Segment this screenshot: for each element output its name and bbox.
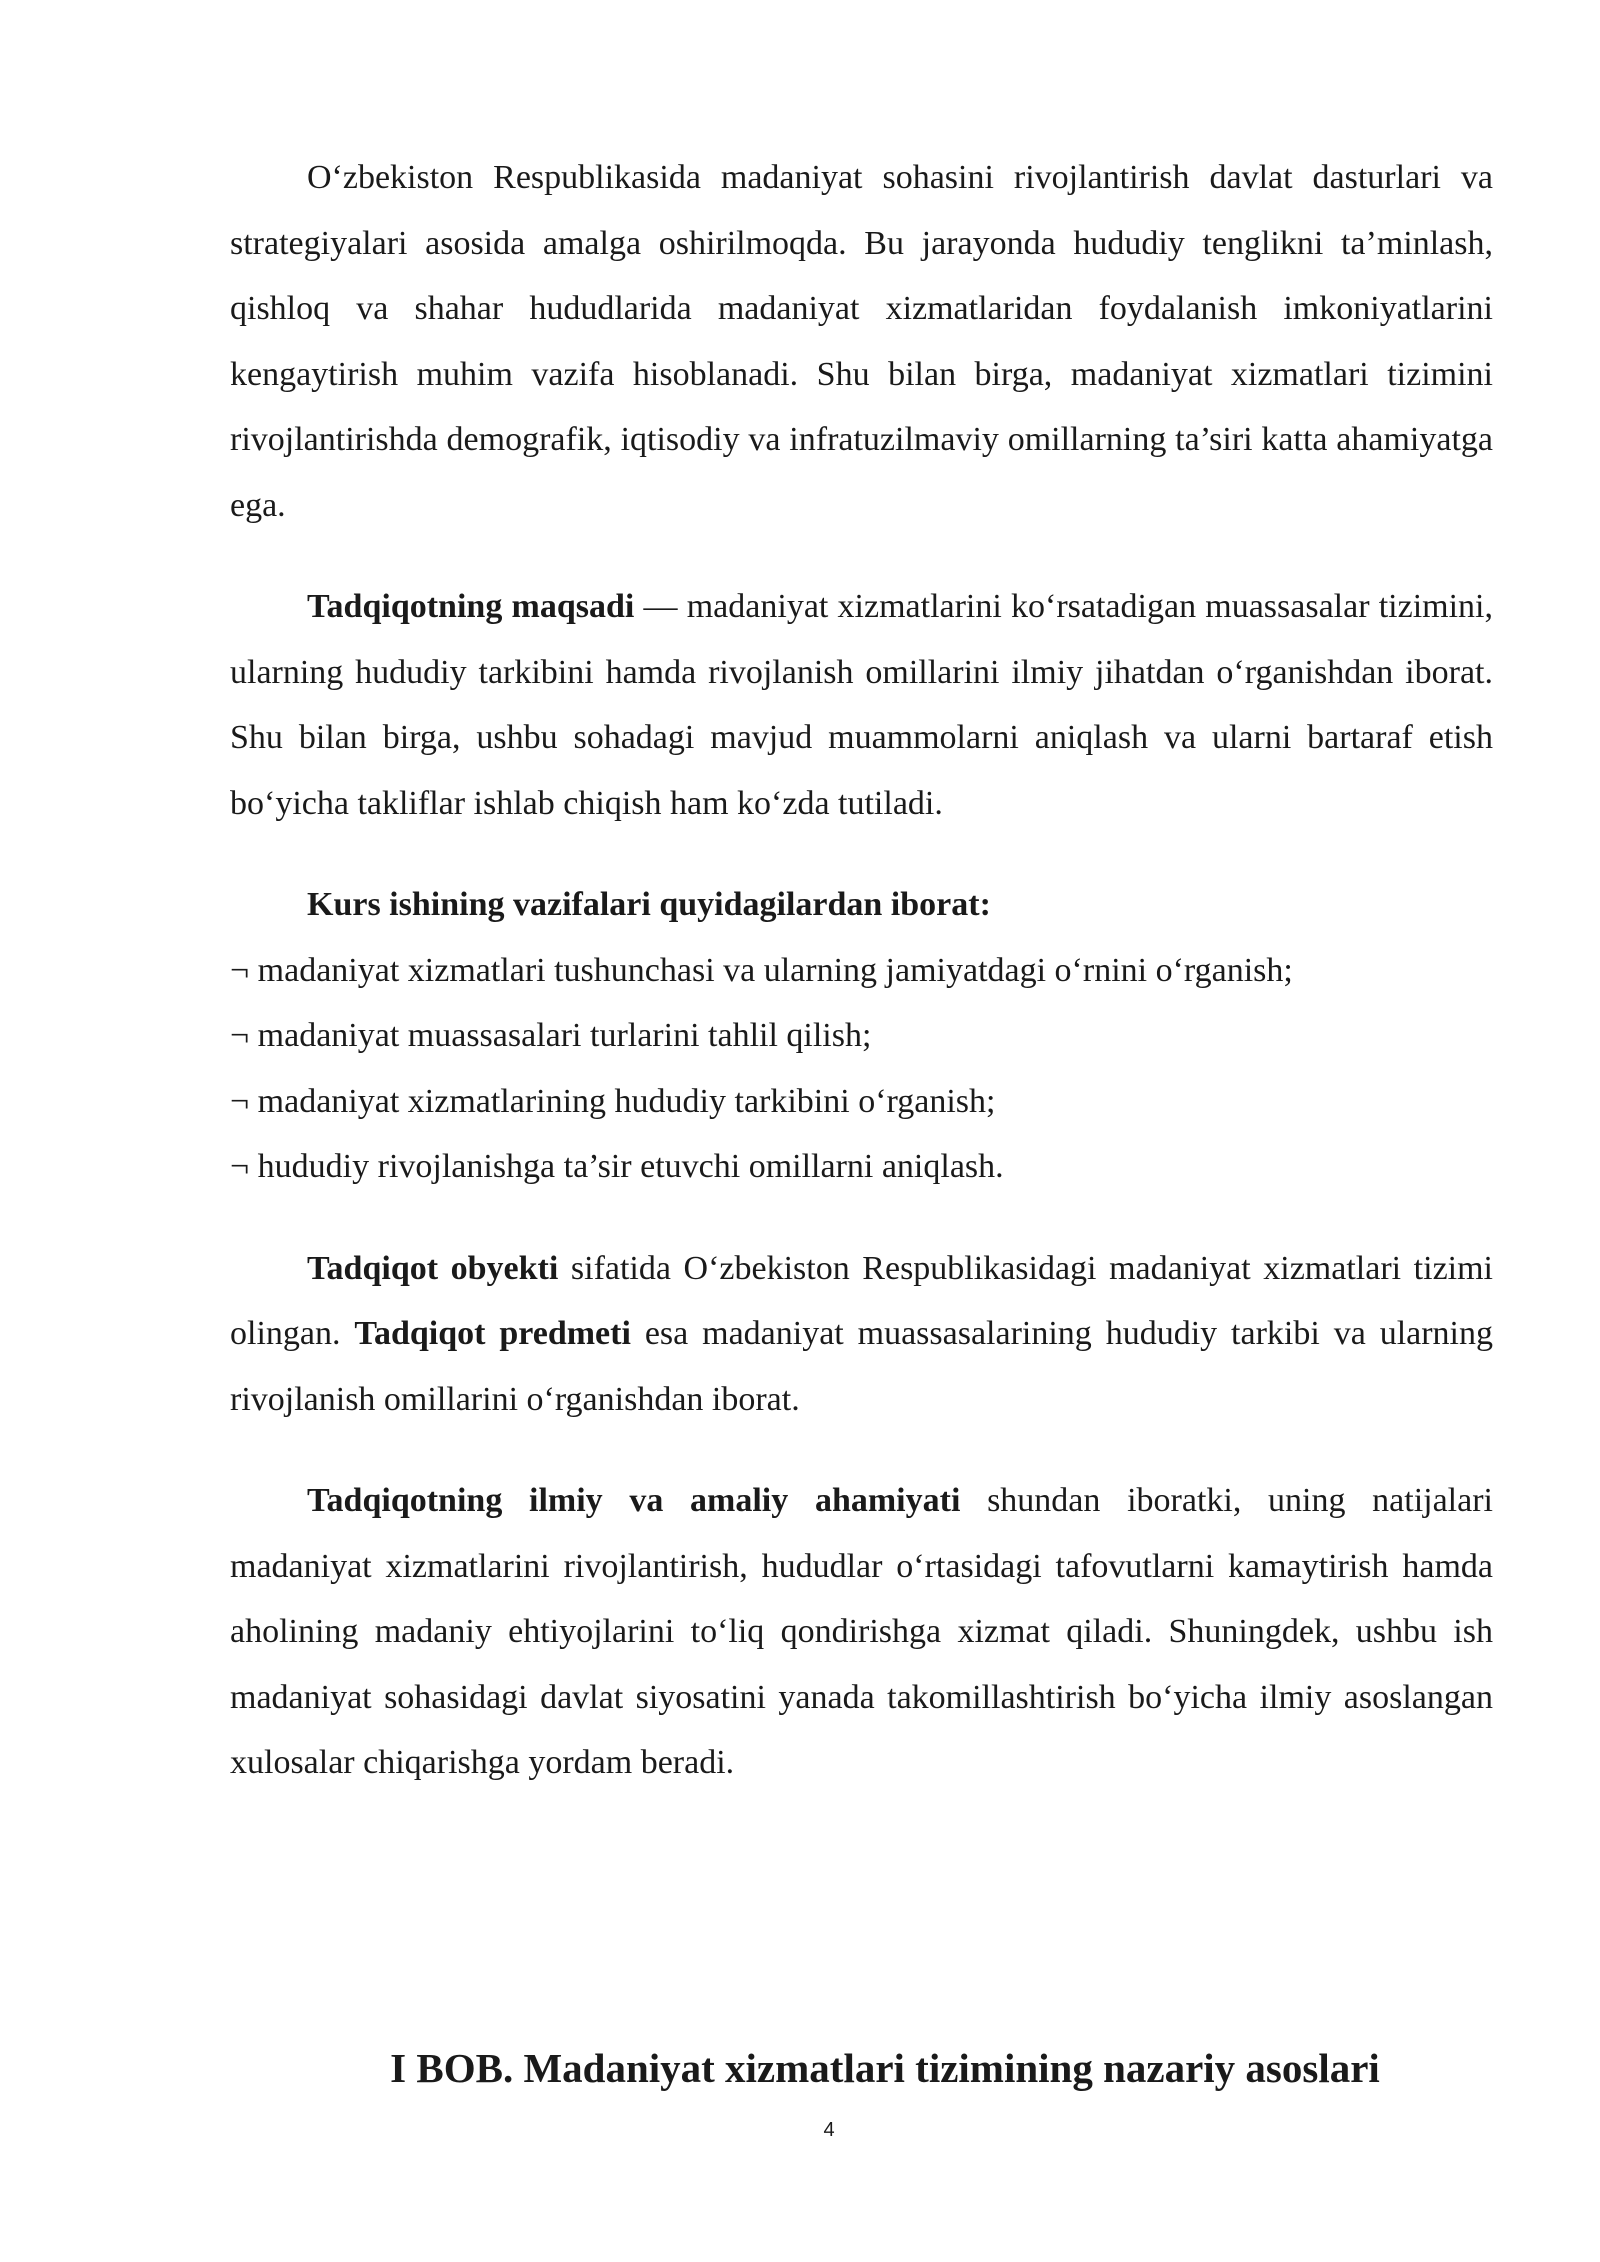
- chapter-title-text: I BOB. Madaniyat xizmatlari tizimining nazariy asoslari: [390, 2045, 1380, 2091]
- intro-paragraph: [230, 145, 1493, 538]
- page-number: [0, 2116, 1600, 2144]
- object-paragraph: [230, 1236, 1493, 1433]
- tasks-list: [230, 938, 1493, 1200]
- document-body: [230, 145, 1493, 1832]
- list-item: ¬ madaniyat xizmatlari tushunchasi va ularning jamiyatdagi o‘rnini o‘rganish;: [230, 951, 1293, 989]
- goal-paragraph: [230, 574, 1493, 836]
- significance-paragraph: [230, 1468, 1493, 1796]
- list-item: ¬ madaniyat muassasalari turlarini tahlil qilish;: [230, 1017, 872, 1054]
- subject-text: esa madaniyat muassasalarining hududiy tarkibi va ularning rivojlanish omillarini o‘rganishdan iborat.: [230, 1315, 1494, 1418]
- subject-term: Tadqiqot predmeti: [354, 1315, 631, 1352]
- intro-text: O‘zbekiston Respublikasida madaniyat sohasini rivojlantirish davlat dasturlari va strategiyalari asosida amalga oshirilmoqda. Bu jarayonda hududiy tenglikni ta’minlash, qishloq va shahar hududlarida madaniyat xizmatlaridan foydalanish imkoniyatlarini kengaytirish muhim vazifa hisoblanadi. Shu bilan birga, madaniyat xizmatlari tizimini rivojlantirishda demografik, iqtisodiy va infratuzilmaviy omillarning ta’siri katta ahamiyatga ega.: [230, 159, 1493, 524]
- tasks-heading-paragraph: [230, 872, 1493, 938]
- significance-text: shundan iboratki, uning natijalari madaniyat xizmatlarini rivojlantirish, hududlar o‘rtasidagi tafovutlarni kamaytirish hamda aholining madaniy ehtiyojlarini to‘liq qondirishga xizmat qiladi. Shuningdek, ushbu ish madaniyat sohasidagi davlat siyosatini yanada takomillashtirish bo‘yicha ilmiy asoslangan xulosalar chiqarishga yordam beradi.: [230, 1482, 1493, 1781]
- object-term: Tadqiqot obyekti: [307, 1249, 559, 1287]
- tasks-heading: Kurs ishining vazifalari quyidagilardan iborat:: [307, 886, 991, 923]
- goal-text: — madaniyat xizmatlarini ko‘rsatadigan muassasalar tizimini, ularning hududiy tarkibini hamda rivojlanish omillarini ilmiy jihatdan o‘rganishdan iborat. Shu bilan birga, ushbu sohadagi mavjud muammolarni aniqlash va ularni bartaraf etish bo‘yicha takliflar ishlab chiqish ham ko‘zda tutiladi.: [230, 588, 1494, 822]
- page-number-text: 4: [823, 2119, 835, 2141]
- object-text: sifatida O‘zbekiston Respublikasidagi madaniyat xizmatlari tizimi olingan.: [230, 1249, 1493, 1352]
- goal-term: Tadqiqotning maqsadi: [307, 588, 635, 625]
- chapter-title: [0, 2040, 1600, 2096]
- list-item: ¬ madaniyat xizmatlarining hududiy tarkibini o‘rganish;: [230, 1082, 996, 1120]
- list-item: ¬ hududiy rivojlanishga ta’sir etuvchi omillarni aniqlash.: [230, 1148, 1004, 1185]
- significance-term: Tadqiqotning ilmiy va amaliy ahamiyati: [307, 1482, 961, 1519]
